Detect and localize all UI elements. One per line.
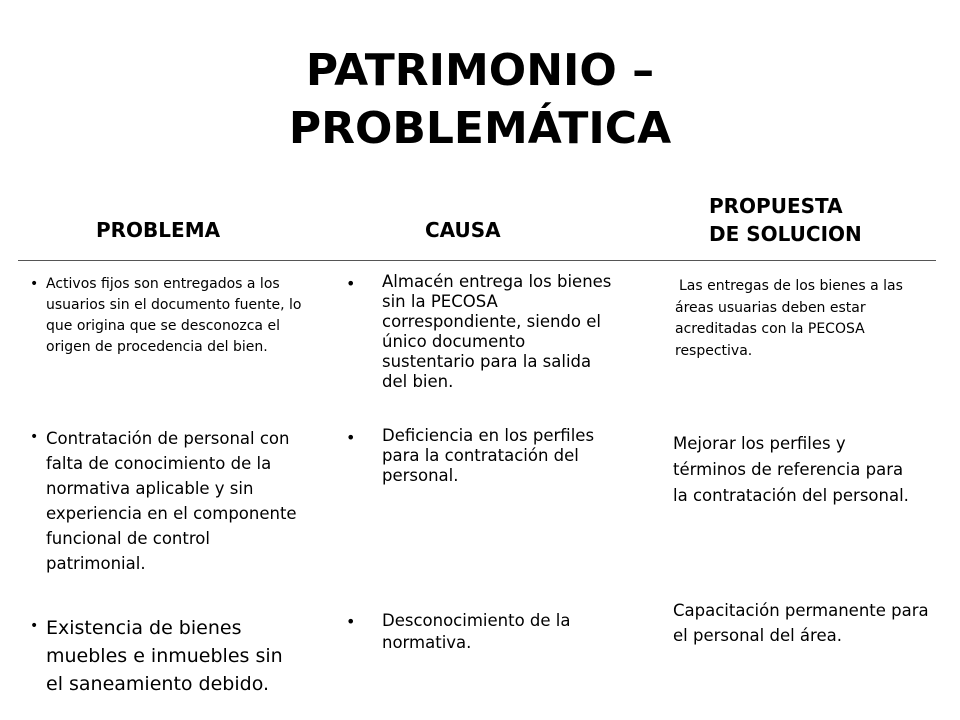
causa-item-2: [346, 426, 606, 486]
bullet-icon: •: [30, 276, 39, 292]
header-propuesta-line-2: DE SOLUCION: [709, 222, 862, 246]
problema-item-1: [30, 274, 310, 358]
bullet-icon: •: [346, 612, 356, 631]
title-line-1: PATRIMONIO –: [305, 45, 655, 96]
problema-text-1: Activos fijos son entregados a los usuarios sin el documento fuente, lo que origina que se desconozca el origen de procedencia del bien.: [46, 276, 302, 355]
bullet-icon: •: [30, 618, 39, 634]
problema-text-2: Contratación de personal con falta de conocimiento de la normativa aplicable y sin experiencia en el componente funcional de control patrimonial.: [46, 429, 297, 573]
problema-list: [30, 0, 320, 720]
propuesta-text-1: Las entregas de los bienes a las áreas usuarias deben estar acreditadas con la PECOSA respectiva.: [675, 278, 903, 359]
bullet-icon: •: [30, 429, 39, 445]
causa-item-1: [346, 272, 621, 392]
header-propuesta: [709, 192, 862, 248]
bullet-icon: •: [346, 428, 356, 447]
problema-item-2: [30, 426, 305, 576]
problema-item-3: [30, 614, 305, 698]
causa-text-3: Desconocimiento de la normativa.: [382, 611, 571, 652]
causa-list: [346, 0, 636, 720]
title-line-2: PROBLEMÁTICA: [288, 103, 672, 154]
header-problema: PROBLEMA: [96, 218, 221, 242]
causa-text-2: Deficiencia en los perfiles para la contratación del personal.: [382, 426, 595, 485]
header-propuesta-line-1: PROPUESTA: [709, 194, 843, 218]
causa-text-1: Almacén entrega los bienes sin la PECOSA correspondiente, siendo el único documento sustentario para la salida del bien.: [382, 272, 612, 391]
propuesta-text-3: Capacitación permanente para el personal del área.: [673, 601, 929, 645]
problema-text-3: Existencia de bienes muebles e inmuebles sin el saneamiento debido.: [46, 617, 283, 695]
propuesta-text-2: Mejorar los perfiles y términos de referencia para la contratación del personal.: [673, 434, 909, 505]
causa-item-3: [346, 610, 616, 654]
bullet-icon: •: [346, 274, 356, 293]
header-causa: CAUSA: [425, 218, 501, 242]
